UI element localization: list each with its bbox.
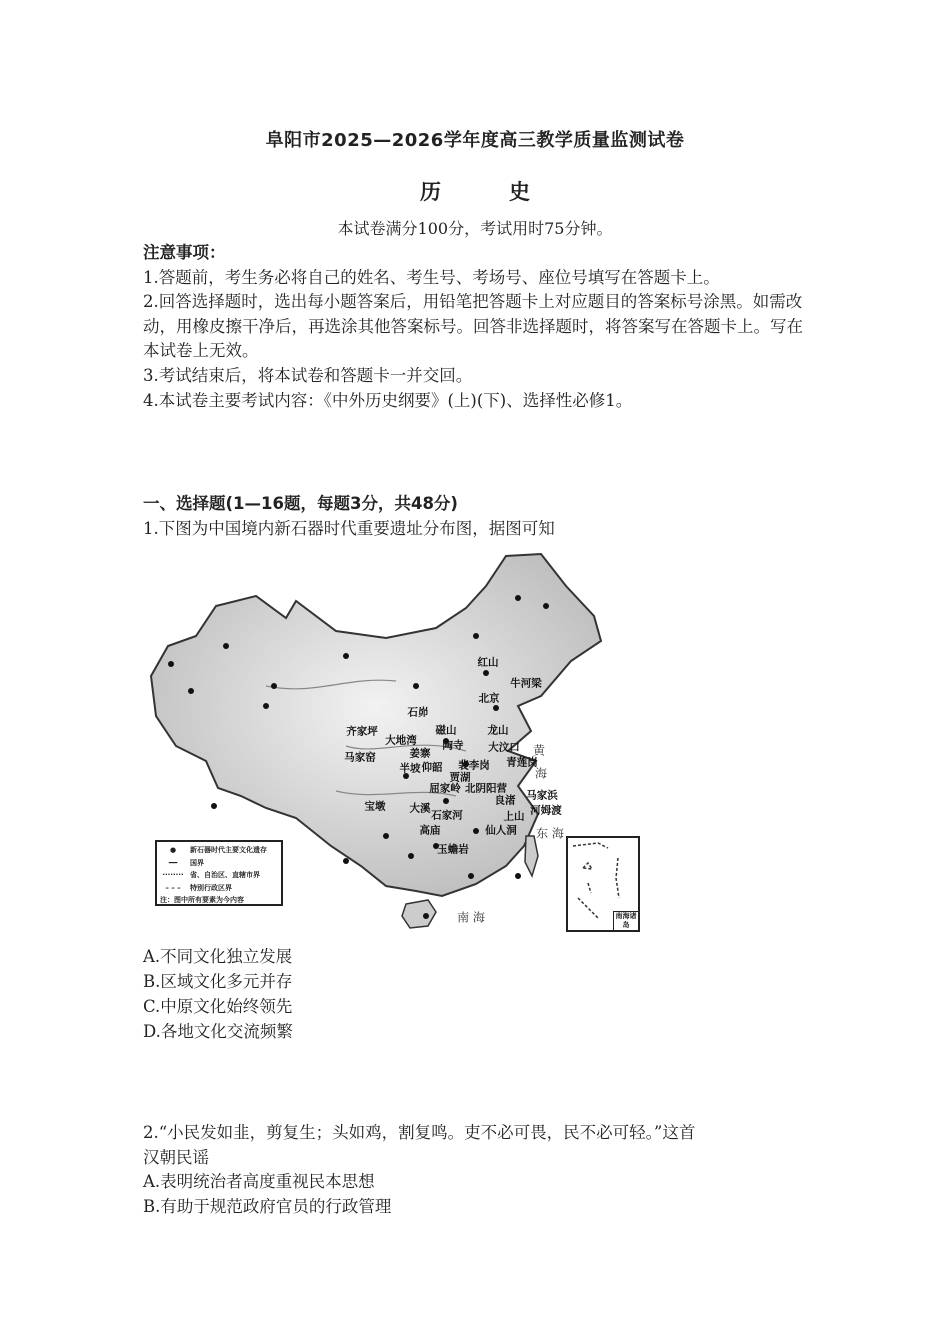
note-item: 4.本试卷主要考试内容：《中外历史纲要》(上)(下)、选择性必修1。 [143, 390, 633, 410]
map-legend [155, 840, 283, 906]
legend-site: 新石器时代主要文化遗存 [190, 846, 267, 854]
site-label: 陶寺 [442, 739, 464, 752]
sea-label: 海 [534, 766, 548, 781]
exam-info: 本试卷满分100分，考试用时75分钟。 [337, 219, 613, 238]
notes [143, 241, 818, 413]
site-label: 高庙 [419, 824, 441, 837]
note-item: 2.回答选择题时，选出每小题答案后，用铅笔把答题卡上对应题目的答案标号涂黑。如需改动，用橡皮擦干净后，再选涂其他答案标号。回答非选择题时，将答案写在答题卡上。写在本试卷上无效。 [143, 292, 803, 361]
site-label: 半坡 [399, 762, 421, 775]
site-label: 牛河梁 [510, 677, 542, 690]
note-item: 3.考试结束后，将本试卷和答题卡一并交回。 [143, 365, 473, 385]
site-label: 宝墩 [364, 800, 386, 813]
site-label: 龙山 [487, 724, 509, 737]
site-label: 马家浜 [526, 789, 558, 802]
legend-sar: 特别行政区界 [190, 883, 232, 892]
question-2-stem: 2.“小民发如韭，剪复生；头如鸡，割复鸣。吏不必可畏，民不必可轻。”这首 [143, 1123, 696, 1142]
site-label: 裴李岗 [458, 759, 490, 772]
sea-label: 东 海 [536, 826, 564, 841]
site-label: 齐家坪 [346, 725, 378, 738]
legend-border: 国界 [190, 858, 204, 867]
province-symbol: ········ [162, 871, 184, 879]
site-label: 北阴阳营 [465, 782, 507, 795]
section-heading: 一、选择题(1—16题，每题3分，共48分) [143, 494, 458, 513]
site-label: 磁山 [435, 724, 457, 737]
site-label: 北京 [478, 692, 500, 705]
site-label: 贾湖 [449, 771, 471, 784]
site-label: 河姆渡 [530, 804, 562, 817]
subject-char: 史 [509, 180, 530, 204]
site-label: 石家河 [431, 809, 463, 822]
sar-symbol: – – – [165, 883, 181, 892]
site-label: 石峁 [407, 706, 429, 719]
q2-option-b: B.有助于规范政府官员的行政管理 [143, 1197, 392, 1216]
site-label: 大汶口 [488, 741, 520, 754]
q1-option-d: D.各地文化交流频繁 [143, 1022, 293, 1041]
notes-heading: 注意事项： [143, 243, 226, 262]
site-label: 玉蟾岩 [437, 843, 469, 856]
q1-option-b: B.区域文化多元并存 [143, 972, 293, 991]
site-label: 红山 [477, 656, 499, 669]
site-label: 仙人洞 [485, 824, 517, 837]
subject-title [0, 176, 950, 206]
note-item: 1.答题前，考生务必将自己的姓名、考生号、考场号、座位号填写在答题卡上。 [143, 267, 720, 287]
legend-province: 省、自治区、直辖市界 [190, 871, 260, 879]
site-label: 马家窑 [344, 751, 376, 764]
site-label: 上山 [503, 810, 525, 823]
sea-label: 黄 [532, 743, 546, 758]
site-label: 屈家岭 [429, 782, 461, 795]
exam-title: 阜阳市2025—2026学年度高三教学质量监测试卷 [265, 130, 685, 151]
q1-option-a: A.不同文化独立发展 [143, 947, 293, 966]
site-label: 姜寨 [409, 747, 431, 760]
legend-note: 注：图中所有要素为今内容 [160, 896, 244, 904]
question-2-stem-cont: 汉朝民谣 [143, 1148, 209, 1167]
dot-symbol: ● [169, 846, 177, 854]
site-label: 仰韶 [421, 761, 443, 774]
q1-option-c: C.中原文化始终领先 [143, 997, 293, 1016]
neolithic-sites-map [146, 546, 646, 938]
q2-option-a: A.表明统治者高度重视民本思想 [143, 1172, 375, 1191]
south-china-sea-inset [566, 836, 640, 932]
site-label: 良渚 [494, 794, 516, 807]
site-label: 大地湾 [385, 734, 417, 747]
site-label: 大溪 [409, 802, 431, 815]
sea-label: 南 海 [457, 910, 485, 925]
inset-label: 南海诸岛 [613, 911, 638, 930]
border-symbol: ━━ [168, 858, 178, 867]
subject-char: 历 [420, 180, 441, 204]
question-1-stem: 1.下图为中国境内新石器时代重要遗址分布图，据图可知 [143, 519, 555, 538]
site-label: 青莲岗 [506, 756, 538, 769]
